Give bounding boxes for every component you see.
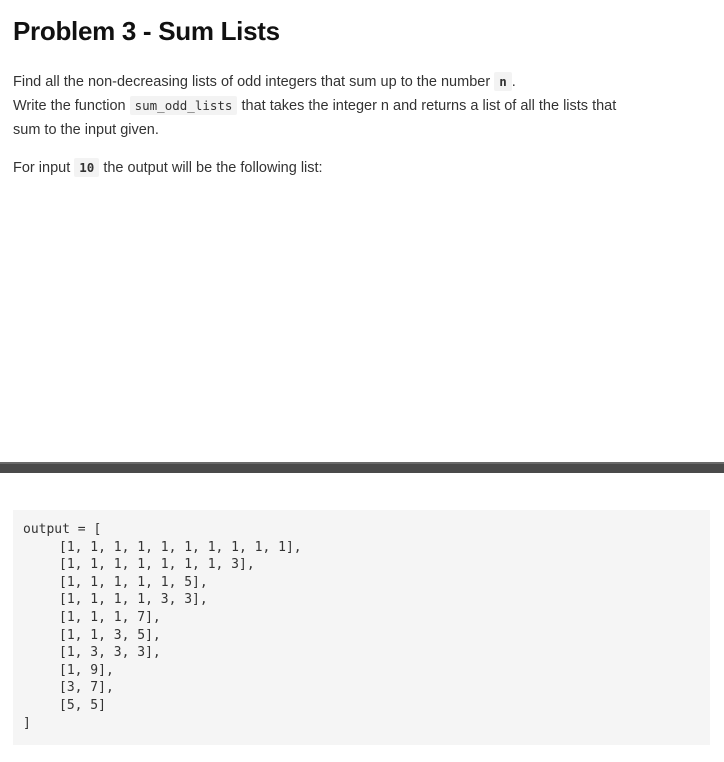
- code-line-row: [1, 1, 1, 1, 3, 3],: [59, 592, 208, 608]
- code-line-row: [5, 5]: [59, 697, 106, 713]
- code-line-close: ]: [23, 715, 31, 731]
- description-line2-start: Write the function: [13, 98, 130, 114]
- problem-description: [13, 70, 616, 142]
- example-text-end: the output will be the following list:: [99, 160, 323, 176]
- example-intro: [13, 156, 323, 180]
- code-line-row: [1, 1, 1, 7],: [59, 609, 161, 625]
- description-line2-end: that takes the integer n and returns a list of all the lists that: [237, 98, 617, 114]
- variable-n-code: n: [494, 72, 512, 91]
- description-line3: sum to the input given.: [13, 122, 159, 138]
- example-text-start: For input: [13, 160, 75, 176]
- code-line-open: output = [: [23, 522, 102, 537]
- code-line-row: [1, 1, 1, 1, 1, 5],: [59, 574, 208, 590]
- output-code-block: [13, 510, 710, 745]
- code-line-row: [1, 1, 1, 1, 1, 1, 1, 1, 1, 1],: [59, 539, 302, 555]
- code-line-row: [1, 1, 1, 1, 1, 1, 1, 3],: [59, 557, 255, 573]
- function-name-code: sum_odd_lists: [130, 96, 238, 115]
- section-divider: [0, 462, 724, 473]
- code-line-row: [1, 3, 3, 3],: [59, 645, 161, 661]
- code-line-row: [1, 9],: [59, 662, 114, 678]
- code-line-row: [1, 1, 3, 5],: [59, 627, 161, 643]
- description-line1-end: .: [511, 74, 516, 90]
- code-line-row: [3, 7],: [59, 680, 114, 696]
- page-title: Problem 3 - Sum Lists: [13, 16, 280, 46]
- example-input-code: 10: [74, 158, 99, 177]
- description-line1-text: Find all the non-decreasing lists of odd integers that sum up to the number: [13, 74, 495, 90]
